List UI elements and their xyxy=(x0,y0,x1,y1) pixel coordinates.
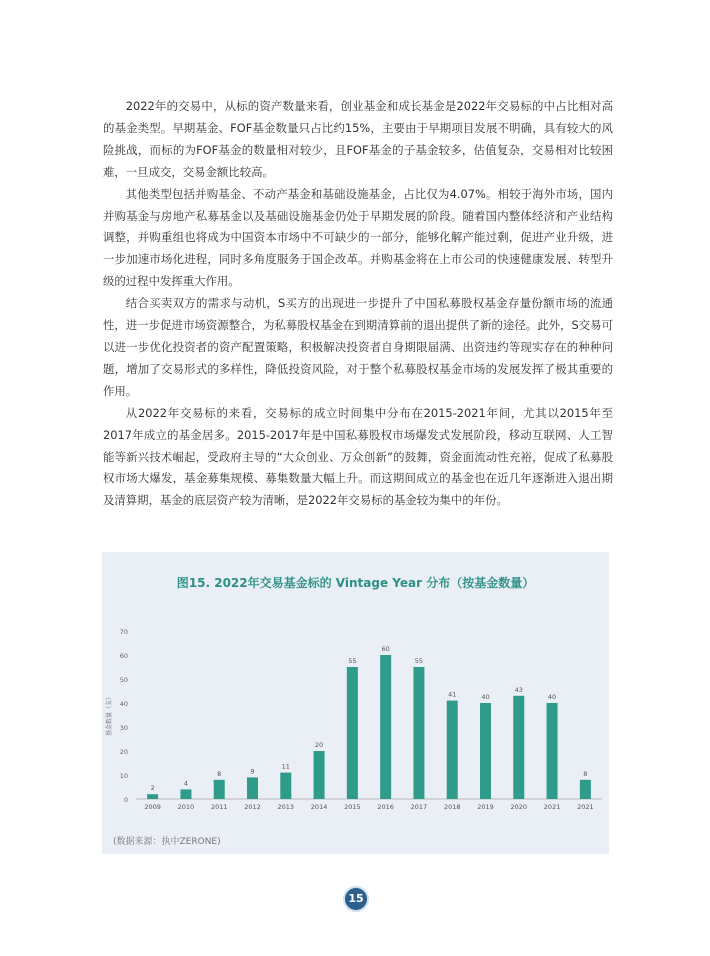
bar-value-label: 55 xyxy=(348,657,357,665)
x-tick-label: 2016 xyxy=(377,803,394,811)
data-source: (数据来源：执中ZERONE) xyxy=(113,837,221,847)
bar-value-label: 40 xyxy=(481,693,490,701)
y-tick-label: 60 xyxy=(119,652,128,660)
bar xyxy=(314,751,325,799)
bar-value-label: 11 xyxy=(281,762,290,771)
y-tick-label: 50 xyxy=(119,676,128,684)
x-tick-label: 2014 xyxy=(310,803,328,811)
bar-chart xyxy=(102,552,609,854)
x-tick-label: 2012 xyxy=(244,803,261,811)
bar xyxy=(180,789,191,799)
x-tick-label: 2009 xyxy=(144,803,161,811)
bar xyxy=(247,777,258,799)
body-text xyxy=(103,96,613,512)
x-tick-label: 2013 xyxy=(277,803,295,811)
y-tick-label: 0 xyxy=(123,796,128,804)
bar xyxy=(547,703,558,799)
bar-value-label: 41 xyxy=(448,690,457,699)
x-tick-label: 2010 xyxy=(177,803,195,811)
bar-value-label: 8 xyxy=(217,769,222,778)
figure-title: 图15. 2022年交易基金标的 Vintage Year 分布（按基金数量） xyxy=(176,576,535,590)
bar-value-label: 8 xyxy=(583,769,588,778)
x-tick-label: 2021 xyxy=(543,803,561,811)
bar-value-label: 60 xyxy=(381,645,390,653)
bar-value-label: 9 xyxy=(250,767,255,776)
x-tick-label: 2021 xyxy=(577,803,594,811)
paragraph: 2022年的交易中，从标的资产数量来看，创业基金和成长基金是2022年交易标的中占比相对高的基金类型。早期基金、FOF基金数量只占比约15%，主要由于早期项目发展不明确，具有较大的风险挑战，而标的为FOF基金的数量相对较少，且FOF基金的子基金较多，估值复杂，交易相对比较困难，一旦成交，交易金额比较高。 xyxy=(103,99,613,179)
y-tick-label: 70 xyxy=(119,628,128,636)
y-tick-label: 10 xyxy=(119,772,128,780)
x-tick-label: 2017 xyxy=(410,803,428,811)
bar xyxy=(447,701,458,799)
x-tick-label: 2015 xyxy=(344,803,361,811)
page-number: 15 xyxy=(343,886,369,912)
bar-value-label: 40 xyxy=(547,693,557,701)
bar xyxy=(214,780,225,799)
bar xyxy=(147,794,158,799)
paragraph: 其他类型包括并购基金、不动产基金和基础设施基金，占比仅为4.07%。相较于海外市场，国内并购基金与房地产私募基金以及基础设施基金仍处于早期发展的阶段。随着国内整体经济和产业结构调整，并购重组也将成为中国资本市场中不可缺少的一部分，能够化解产能过剩，促进产业升级，进一步加速市场化进程，同时多角度服务于国企改革。并购基金将在上市公司的快速健康发展、转型升级的过程中发挥重大作用。 xyxy=(103,186,613,289)
bar xyxy=(413,667,424,799)
x-tick-label: 2020 xyxy=(510,803,528,811)
y-tick-label: 20 xyxy=(119,748,128,756)
bar xyxy=(347,667,358,799)
bar-value-label: 20 xyxy=(314,741,324,749)
x-tick-label: 2019 xyxy=(477,803,494,811)
bar-value-label: 2 xyxy=(150,784,155,793)
bar xyxy=(480,703,491,799)
x-tick-label: 2018 xyxy=(443,803,461,811)
bar-value-label: 43 xyxy=(514,685,523,694)
y-axis-label: 基金数量（支） xyxy=(106,693,113,737)
y-tick-label: 30 xyxy=(119,724,128,732)
bar-value-label: 55 xyxy=(414,657,424,665)
bar xyxy=(380,655,391,799)
bar xyxy=(580,780,591,799)
bar xyxy=(280,773,291,799)
figure-panel xyxy=(102,552,609,854)
paragraph: 从2022年交易标的来看，交易标的成立时间集中分布在2015-2021年间，尤其以2015年至2017年成立的基金居多。2015-2017年是中国私募股权市场爆发式发展阶段，移动互联网、人工智能等新兴技术崛起，受政府主导的“大众创业、万众创新”的鼓舞，资金面流动性充裕，促成了私募股权市场大爆发，基金募集规模、募集数量大幅上升。而这期间成立的基金也在近几年逐渐进入退出期及清算期，基金的底层资产较为清晰，是2022年交易标的基金较为集中的年份。 xyxy=(103,405,613,508)
y-tick-label: 40 xyxy=(119,700,128,708)
paragraph: 结合买卖双方的需求与动机，S买方的出现进一步提升了中国私募股权基金存量份额市场的流通性，进一步促进市场资源整合，为私募股权基金在到期清算前的退出提供了新的途径。此外，S交易可以进一步优化投资者的资产配置策略，积极解决投资者自身期限届满、出资违约等现实存在的种种问题，增加了交易形式的多样性，降低投资风险，对于整个私募股权基金市场的发展发挥了极其重要的作用。 xyxy=(103,296,613,398)
bar xyxy=(513,696,524,799)
bar-value-label: 4 xyxy=(183,779,188,788)
x-tick-label: 2011 xyxy=(210,803,228,811)
